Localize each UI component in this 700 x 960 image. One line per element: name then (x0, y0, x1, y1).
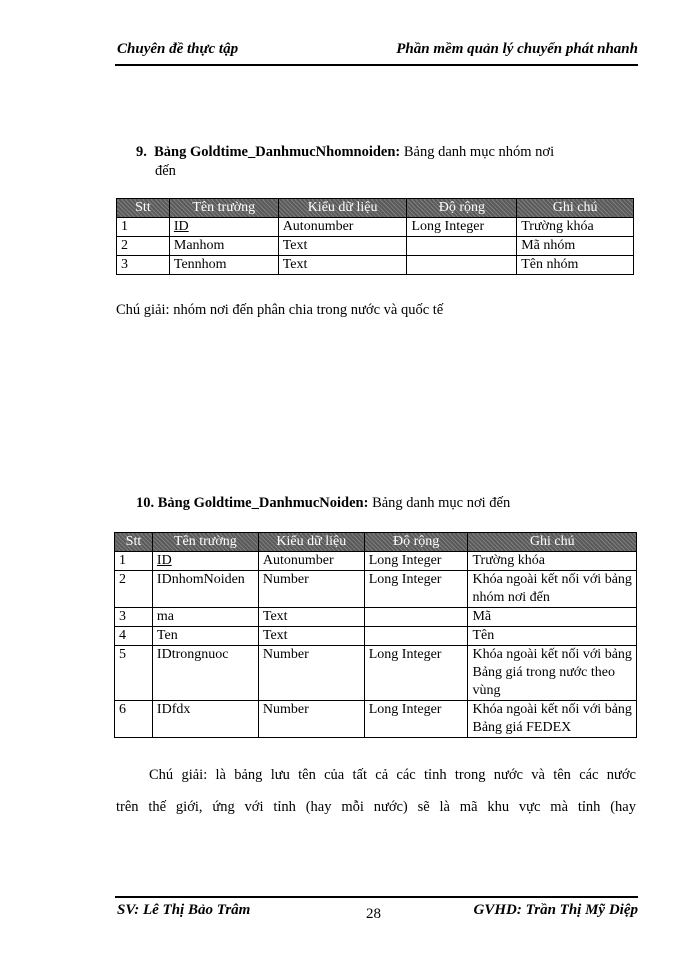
table-cell: 3 (117, 256, 170, 275)
table-cell: Text (278, 256, 407, 275)
column-header: Tên trường (169, 199, 278, 218)
table-header-row (115, 533, 637, 552)
column-header: Độ rộng (364, 533, 468, 552)
table-cell (364, 608, 468, 627)
column-header: Stt (115, 533, 153, 552)
column-header: Ghi chú (468, 533, 637, 552)
section-10-name: Bảng Goldtime_DanhmucNoiden: (157, 495, 369, 511)
table-cell: Trường khóa (468, 552, 637, 571)
table-cell: IDnhomNoiden (152, 571, 258, 608)
table-cell: Long Integer (364, 571, 468, 608)
table-cell: Number (258, 571, 364, 608)
footer-advisor: GVHD: Trần Thị Mỹ Diệp (473, 902, 638, 918)
table-header-row (117, 199, 634, 218)
table-cell: ID (152, 552, 258, 571)
table-row (115, 701, 637, 738)
section-9-desc-cont: đến (155, 163, 176, 179)
table-row (117, 256, 634, 275)
table-cell: Khóa ngoài kết nối với bảng Bảng giá FEDEX (468, 701, 637, 738)
table-cell: IDtrongnuoc (152, 646, 258, 701)
table-cell: Number (258, 701, 364, 738)
table-cell: 1 (115, 552, 153, 571)
table-cell: 3 (115, 608, 153, 627)
table-cell: Tên (468, 627, 637, 646)
section-10-note-line1: Chú giải: là bảng lưu tên của tất cả các tỉnh trong nước và tên các nước (149, 767, 636, 783)
table-cell: Khóa ngoài kết nối với bảng Bảng giá trong nước theo vùng (468, 646, 637, 701)
column-header: Kiểu dữ liệu (258, 533, 364, 552)
table-cell: 4 (115, 627, 153, 646)
table-cell: Autonumber (258, 552, 364, 571)
section-10-note-line2: trên thế giới, ứng với tỉnh (hay mỗi nước) sẽ là mã khu vực mà tỉnh (hay (116, 799, 636, 815)
column-header: Độ rộng (407, 199, 517, 218)
table-cell: 6 (115, 701, 153, 738)
footer-student: SV: Lê Thị Bảo Trâm (117, 902, 251, 918)
table-cell: 2 (117, 237, 170, 256)
section-10-note (116, 759, 636, 823)
section-9-name: Bảng Goldtime_DanhmucNhomnoiden: (154, 144, 401, 160)
table-cell (407, 256, 517, 275)
section-10-title (136, 494, 636, 513)
column-header: Tên trường (152, 533, 258, 552)
section-9-note: Chú giải: nhóm nơi đến phân chia trong nước và quốc tế (116, 302, 444, 318)
table-noiden (114, 532, 637, 738)
footer-rule (115, 896, 638, 898)
header-left: Chuyên đề thực tập (117, 41, 239, 57)
table-cell: Ten (152, 627, 258, 646)
page-footer (115, 902, 638, 926)
table-row (115, 571, 637, 608)
table-cell: Text (278, 237, 407, 256)
header-right: Phần mềm quản lý chuyển phát nhanh (396, 41, 638, 57)
table-nhomnoiden (116, 198, 634, 275)
column-header: Stt (117, 199, 170, 218)
table-cell (364, 627, 468, 646)
column-header: Ghi chú (517, 199, 634, 218)
section-10-number: 10. (136, 495, 155, 511)
table-row (115, 646, 637, 701)
table-cell: IDfdx (152, 701, 258, 738)
table-cell: Long Integer (364, 701, 468, 738)
section-9-desc: Bảng danh mục nhóm nơi (403, 144, 555, 160)
header-rule (115, 64, 638, 66)
table-cell: Tennhom (169, 256, 278, 275)
table-cell: Trường khóa (517, 218, 634, 237)
column-header: Kiểu dữ liệu (278, 199, 407, 218)
table-cell: Long Integer (407, 218, 517, 237)
table-cell: Long Integer (364, 646, 468, 701)
table-cell: Autonumber (278, 218, 407, 237)
table-cell: Text (258, 608, 364, 627)
table-cell: Number (258, 646, 364, 701)
table-cell: ID (169, 218, 278, 237)
section-10-desc: Bảng danh mục nơi đến (372, 495, 511, 511)
table-cell: Tên nhóm (517, 256, 634, 275)
table-row (115, 552, 637, 571)
table-row (115, 608, 637, 627)
table-cell: Mã nhóm (517, 237, 634, 256)
table-cell: 1 (117, 218, 170, 237)
table-cell: Long Integer (364, 552, 468, 571)
table-cell: Text (258, 627, 364, 646)
table-cell: Mã (468, 608, 637, 627)
section-9-number: 9. (136, 144, 147, 160)
table-cell: Khóa ngoài kết nối với bảng nhóm nơi đến (468, 571, 637, 608)
table-row (115, 627, 637, 646)
table-cell (407, 237, 517, 256)
table-cell: Manhom (169, 237, 278, 256)
page-header (115, 40, 638, 64)
table-cell: 5 (115, 646, 153, 701)
table-cell: 2 (115, 571, 153, 608)
table-cell: ma (152, 608, 258, 627)
section-9-title (136, 143, 636, 162)
table-row (117, 237, 634, 256)
table-row (117, 218, 634, 237)
page-number: 28 (366, 906, 381, 922)
